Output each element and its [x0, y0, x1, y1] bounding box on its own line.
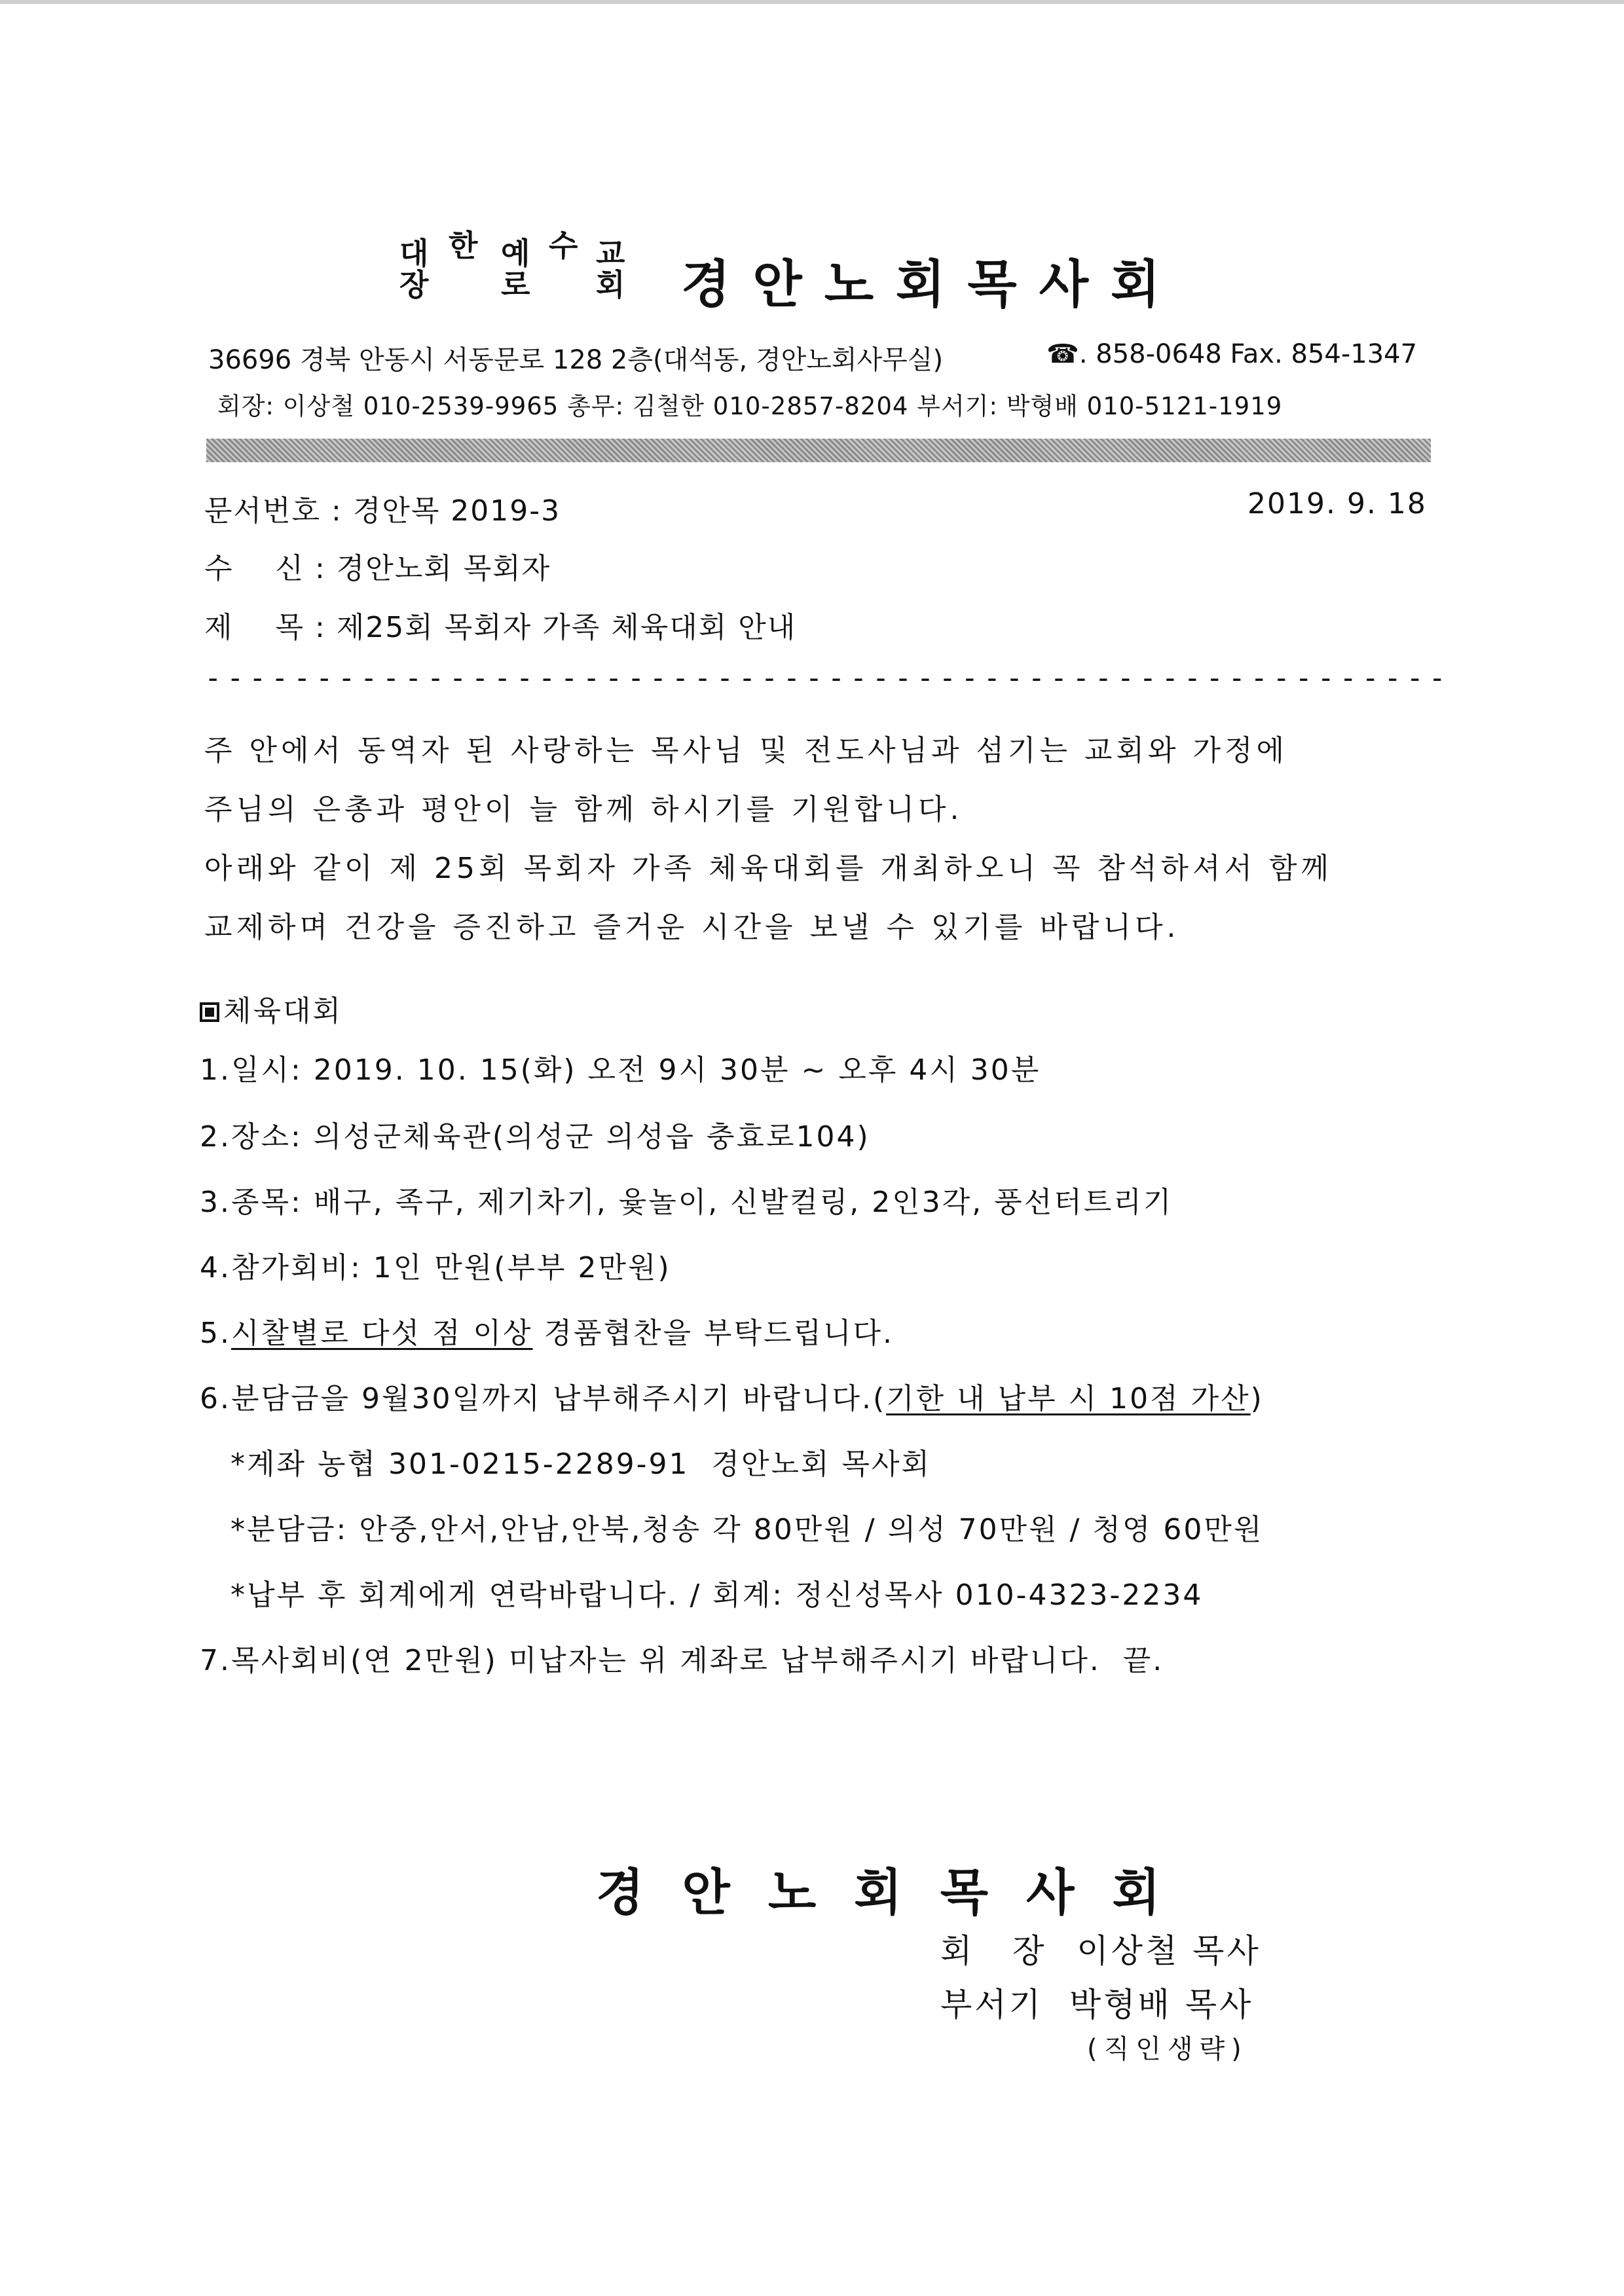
- underlined-text: 시찰별로 다섯 점 이상: [231, 1317, 533, 1350]
- body-paragraph: 주 안에서 동역자 된 사랑하는 목사님 및 전도사님과 섬기는 교회와 가정에: [204, 734, 1288, 767]
- item-text: 6.분담금을 9월30일까지 납부해주시기 바랍니다.(: [200, 1382, 887, 1415]
- org-affiliation: [399, 228, 633, 309]
- seal-omitted-note: (직인생략): [1087, 2034, 1248, 2064]
- doc-recipient: 수 신 : 경안노회 목회자: [204, 552, 551, 585]
- signature-role: 부서기: [940, 1986, 1043, 2024]
- list-item-events: 3.종목: 배구, 족구, 제기차기, 윷놀이, 신발컬링, 2인3각, 풍선터트리기: [200, 1186, 1173, 1219]
- org-title: 경안노회목사회: [681, 255, 1183, 314]
- org-char: 장: [399, 267, 429, 302]
- org-char: 회: [596, 267, 625, 302]
- doc-number: 문서번호 : 경안목 2019-3: [204, 494, 561, 528]
- org-char: 로: [501, 267, 530, 302]
- sub-item-contact: *납부 후 회계에게 연락바랍니다. / 회계: 정신성목사 010-4323-2234: [231, 1578, 1204, 1612]
- signature-name: 박형배 목사: [1069, 1986, 1254, 2024]
- org-char: 교: [596, 236, 625, 271]
- signature-line: [940, 1925, 1261, 1972]
- signature-line: [940, 1978, 1253, 2026]
- item-text: ): [1250, 1382, 1264, 1415]
- org-char: 대: [399, 236, 429, 271]
- body-paragraph: 주님의 은총과 평안이 늘 함께 하시기를 기원합니다.: [204, 793, 963, 826]
- signature-org: 경안노회목사회: [596, 1863, 1198, 1922]
- list-item-venue: 2.장소: 의성군체육관(의성군 의성읍 충효로104): [200, 1120, 870, 1154]
- dashed-separator: --------------------------------------------------------: [204, 661, 1451, 695]
- signature-role: 회 장: [940, 1932, 1051, 1970]
- item-text: 경품협찬을 부탁드립니다.: [532, 1317, 894, 1350]
- list-item-fee: 4.참가회비: 1인 만원(부부 2만원): [200, 1251, 671, 1285]
- org-char: 예: [501, 236, 530, 271]
- item-number: 5.: [200, 1317, 231, 1350]
- org-char: 한: [449, 228, 478, 263]
- list-item-prizes: [200, 1309, 894, 1351]
- section-heading: [200, 987, 342, 1029]
- sub-item-account: *계좌 농협 301-0215-2289-91 경안노회 목사회: [231, 1448, 932, 1481]
- header-divider-bar: [206, 439, 1431, 462]
- org-address: 36696 경북 안동시 서동문로 128 2층(대석동, 경안노회사무실): [208, 345, 944, 375]
- doc-date: 2019. 9. 18: [1247, 487, 1427, 520]
- org-char: 수: [549, 228, 578, 263]
- doc-subject: 제 목 : 제25회 목회자 가족 체육대회 안내: [204, 611, 797, 644]
- body-paragraph: 아래와 같이 제 25회 목회자 가족 체육대회를 개최하오니 꼭 참석하셔서 함께: [204, 852, 1333, 885]
- list-item-payment: [200, 1375, 1264, 1417]
- section-title: 체육대회: [223, 994, 343, 1028]
- scan-edge: [0, 0, 1624, 4]
- org-phone: ☎. 858-0648 Fax. 854-1347: [1046, 339, 1418, 369]
- list-item-date: 1.일시: 2019. 10. 15(화) 오전 9시 30분 ~ 오후 4시 30분: [200, 1053, 1041, 1087]
- body-paragraph: 교제하며 건강을 증진하고 즐거운 시간을 보낼 수 있기를 바랍니다.: [204, 911, 1180, 944]
- underlined-text: 기한 내 납부 시 10점 가산: [886, 1382, 1251, 1415]
- signature-name: 이상철 목사: [1077, 1932, 1261, 1970]
- org-officers: 회장: 이상철 010-2539-9965 총무: 김철한 010-2857-8204 부서기: 박형배 010-5121-1919: [217, 392, 1283, 420]
- square-bullet-icon: [200, 1002, 219, 1022]
- sub-item-shares: *분담금: 안중,안서,안남,안북,청송 각 80만원 / 의성 70만원 / 청영 60만원: [231, 1513, 1264, 1546]
- list-item-dues: 7.목사회비(연 2만원) 미납자는 위 계좌로 납부해주시기 바랍니다. 끝.: [200, 1644, 1164, 1677]
